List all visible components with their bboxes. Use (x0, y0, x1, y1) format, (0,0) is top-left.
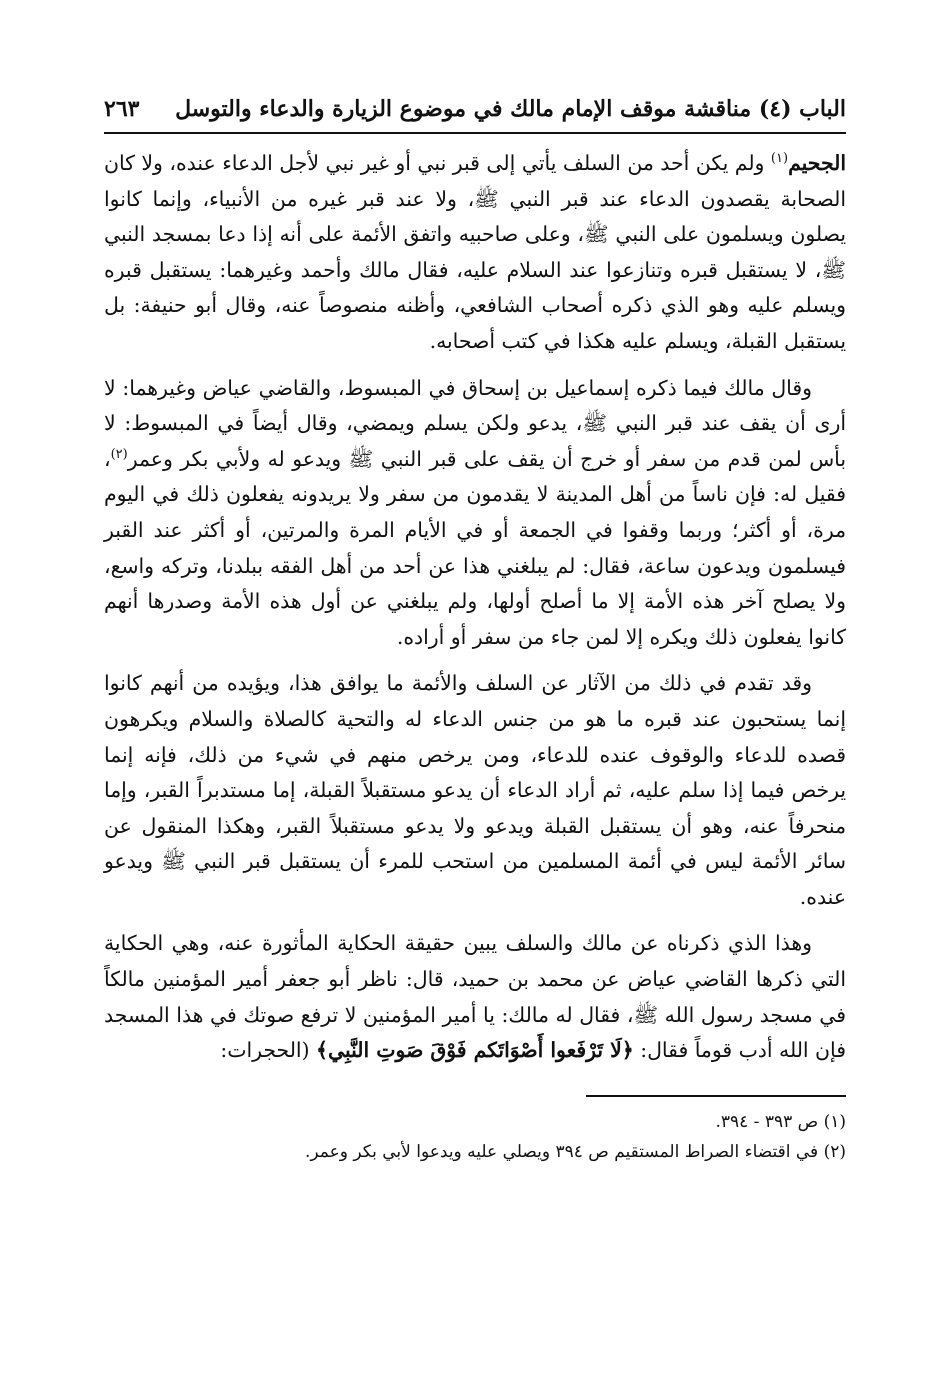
footnote-ref-1: (١) (770, 151, 789, 167)
paragraph-4 (104, 926, 846, 1068)
lead-word: الجحيم (788, 151, 846, 175)
chapter-title: الباب (٤) مناقشة موقف الإمام مالك في موضوع الزيارة والدعاء والتوسل (175, 96, 846, 122)
paragraph-1 (104, 146, 846, 360)
paragraph-1-text: ولم يكن أحد من السلف يأتي إلى قبر نبي أو غير نبي لأجل الدعاء عنده، ولا كان الصحابة يقصدون الدعاء عند قبر النبي ﷺ، ولا عند قبر غيره من الأنبياء، وإنما كانوا يصلون ويسلمون على النبي ﷺ، وعلى صاحبيه واتفق الأئمة على أنه إذا دعا بمسجد النبي ﷺ، لا يستقبل قبره وتنازعوا عند السلام عليه، فقال مالك وأحمد وغيرهما: يستقبل قبره ويسلم عليه وهو الذي ذكره أصحاب الشافعي، وأظنه منصوصاً عنه، وقال أبو حنيفة: بل يستقبل القبلة، ويسلم عليه هكذا في كتب أصحابه. (104, 151, 846, 353)
paragraph-4-text-a: وهذا الذي ذكرناه عن مالك والسلف يبين حقيقة الحكاية المأثورة عنه، وهي الحكاية التي ذكرها القاضي عياض عن محمد بن حميد، قال: ناظر أبو جعفر أمير المؤمنين مالكاً في مسجد رسول الله ﷺ، فقال له مالك: يا أمير المؤمنين لا ترفع صوتك في هذا المسجد فإن الله أدب قوماً فقال: (104, 931, 846, 1063)
footnote-divider (586, 1095, 846, 1097)
footnote-1: (١) ص ٣٩٣ - ٣٩٤. (715, 1111, 846, 1132)
paragraph-2 (104, 371, 846, 656)
paragraph-4-text-b: (الحجرات: (220, 1038, 317, 1063)
main-text (104, 146, 846, 1069)
paragraph-3-text: وقد تقدم في ذلك من الآثار عن السلف والأئمة ما يوافق هذا، ويؤيده من أنهم كانوا إنما يستحبون عند قبره ما هو من جنس الدعاء له والتحية كالصلاة والسلام ويكرهون قصده للدعاء والوقوف عنده للدعاء، ومن يرخص منهم في شيء من ذلك، فإنه إنما يرخص فيما إذا سلم عليه، ثم أراد الدعاء أن يدعو مستقبلاً القبلة، إما مستدبراً القبر، وإما منحرفاً عنه، وهو أن يستقبل القبلة ويدعو ولا يدعو مستقبلاً القبر، وهكذا المنقول عن سائر الأئمة ليس في أئمة المسلمين من استحب للمرء أن يستقبل قبر النبي ﷺ ويدعو عنده. (104, 671, 846, 909)
paragraph-2-text-a: وقال مالك فيما ذكره إسماعيل بن إسحاق في المبسوط، والقاضي عياض وغيرهما: لا أرى أن يقف عند قبر النبي ﷺ، يدعو ولكن يسلم ويمضي، وقال أيضاً في المبسوط: لا بأس لمن قدم من سفر أو خرج أن يقف على قبر النبي ﷺ ويدعو له ولأبي بكر وعمر (104, 375, 846, 471)
footnotes (104, 1107, 846, 1167)
paragraph-3 (104, 666, 846, 915)
page-number: ٢٦٣ (104, 96, 140, 122)
footnote-2: (٢) في اقتضاء الصراط المستقيم ص ٣٩٤ ويصلي عليه ويدعوا لأبي بكر وعمر. (304, 1141, 846, 1162)
footnote-ref-2: (٢) (110, 446, 128, 462)
quran-quote: ﴿لَا تَرْفَعوا أَصْوَاتَكم فَوْقَ صَوتِ النَّبِي﴾ (316, 1038, 634, 1063)
running-header (104, 92, 846, 134)
book-page (104, 92, 846, 1332)
paragraph-2-text-b: ، فقيل له: فإن ناساً من أهل المدينة لا يقدمون من سفر ولا يريدونه يفعلون ذلك في اليوم مرة، أو أكثر؛ وربما وقفوا في الجمعة أو في الأيام المرة والمرتين، أو أكثر عند القبر فيسلمون ويدعون ساعة، فقال: لم يبلغني هذا عن أحد من أهل الفقه ببلدنا، وتركه واسع، ولا يصلح آخر هذه الأمة إلا ما أصلح أولها، ولم يبلغني عن أول هذه الأمة وصدرها أنهم كانوا يفعلون ذلك ويكره إلا لمن جاء من سفر أو أراده. (104, 446, 846, 649)
